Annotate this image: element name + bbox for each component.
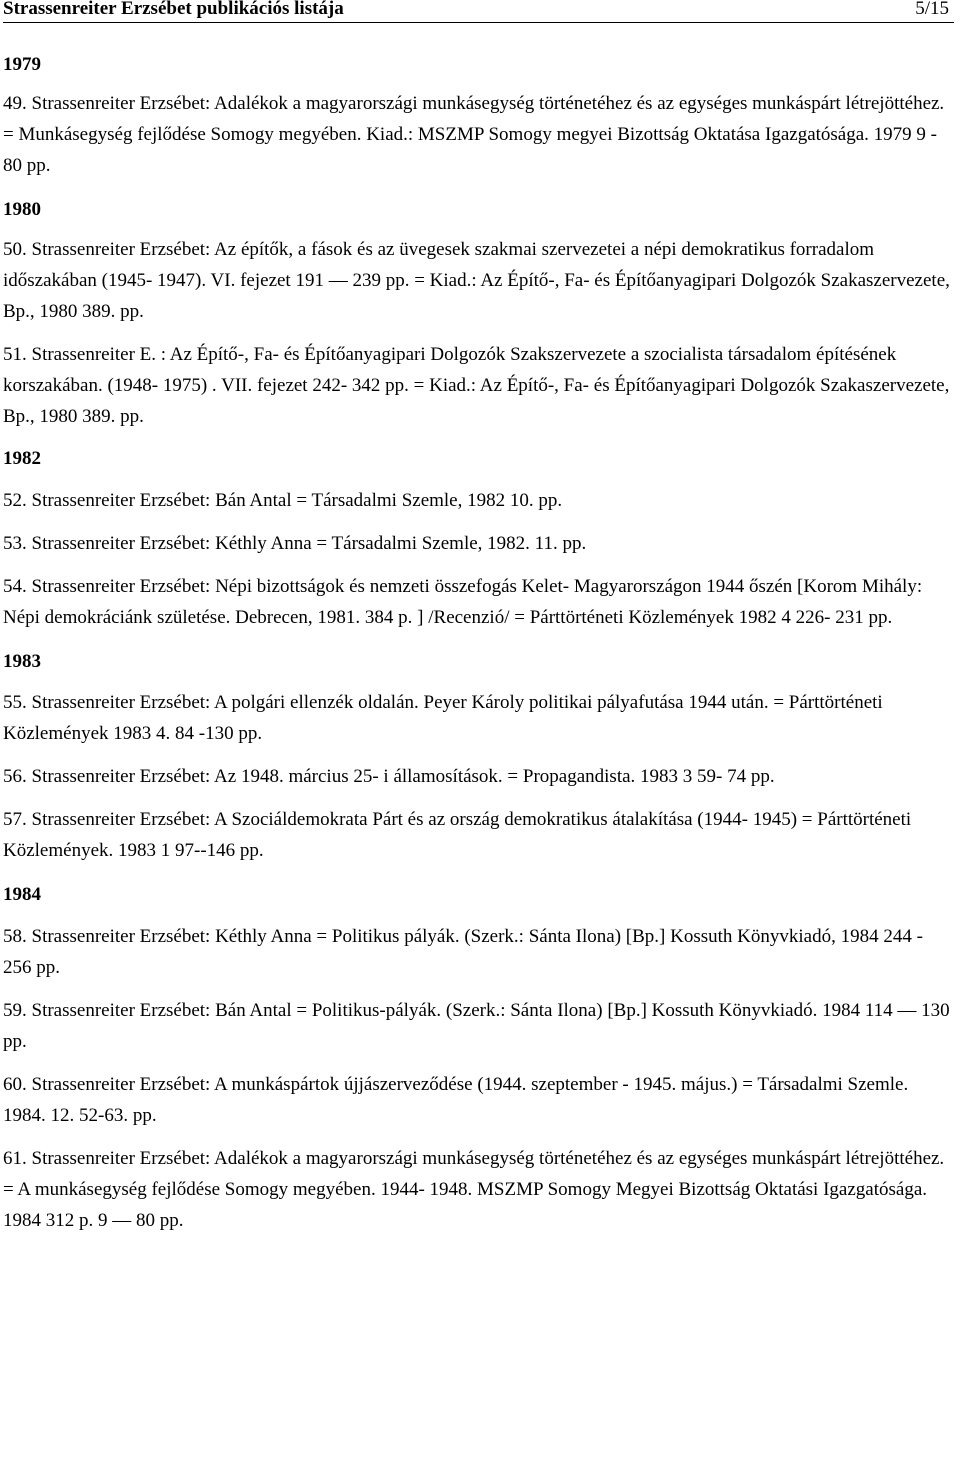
page-number: 5/15 (915, 0, 949, 19)
publication-entry-52: 52. Strassenreiter Erzsébet: Bán Antal = Társadalmi Szemle, 1982 10. pp. (3, 490, 563, 511)
year-heading-1983: 1983 (3, 651, 41, 672)
publication-entry-57: 57. Strassenreiter Erzsébet: A Szociáldemokrata Párt és az ország demokratikus átalakítása (1944- 1945) = Párttörténeti Közlemények. 1983 1 97--146 pp. (3, 809, 912, 861)
publication-entry-55: 55. Strassenreiter Erzsébet: A polgári ellenzék oldalán. Peyer Károly politikai pályafutása 1944 után. = Párttörténeti Közlemények 1983 4. 84 -130 pp. (3, 692, 883, 744)
year-heading-1980: 1980 (3, 199, 41, 220)
publication-entry-60: 60. Strassenreiter Erzsébet: A munkáspártok újjászerveződése (1944. szeptember - 1945. május.) = Társadalmi Szemle. 1984. 12. 52-63. pp. (3, 1074, 909, 1126)
year-heading-1984: 1984 (3, 884, 41, 905)
year-heading-1979: 1979 (3, 54, 41, 75)
document-title: Strassenreiter Erzsébet publikációs listája (3, 0, 344, 19)
publication-list (3, 50, 953, 1236)
publication-entry-49: 49. Strassenreiter Erzsébet: Adalékok a magyarországi munkásegység történetéhez és az egységes munkáspárt létrejöttéhez. = Munkásegység fejlődése Somogy megyében. Kiad.: MSZMP Somogy megyei Bizottság Oktatása Igazgatósága. 1979 9 - 80 pp. (3, 93, 945, 176)
publication-entry-53: 53. Strassenreiter Erzsébet: Kéthly Anna = Társadalmi Szemle, 1982. 11. pp. (3, 533, 587, 554)
publication-entry-61: 61. Strassenreiter Erzsébet: Adalékok a magyarországi munkásegység történetéhez és az egységes munkáspárt létrejöttéhez. = A munkásegység fejlődése Somogy megyében. 1944- 1948. MSZMP Somogy Megyei Bizottság Oktatási Igazgatósága. 1984 312 p. 9 — 80 pp. (3, 1148, 945, 1231)
page-header (3, 0, 954, 23)
year-heading-1982: 1982 (3, 448, 41, 469)
publication-entry-56: 56. Strassenreiter Erzsébet: Az 1948. március 25- i államosítások. = Propagandista. 1983 3 59- 74 pp. (3, 766, 775, 787)
publication-entry-51: 51. Strassenreiter E. : Az Építő-, Fa- és Építőanyagipari Dolgozók Szakszervezete a szocialista társadalom építésének korszakában. (1948- 1975) . VII. fejezet 242- 342 pp. = Kiad.: Az Építő-, Fa- és Építőanyagipari Dolgozók Szakaszervezete, Bp., 1980 389. pp. (3, 344, 950, 427)
publication-entry-58: 58. Strassenreiter Erzsébet: Kéthly Anna = Politikus pályák. (Szerk.: Sánta Ilona) [Bp.] Kossuth Könyvkiadó, 1984 244 - 256 pp. (3, 926, 923, 978)
publication-entry-59: 59. Strassenreiter Erzsébet: Bán Antal = Politikus-pályák. (Szerk.: Sánta Ilona) [Bp.] Kossuth Könyvkiadó. 1984 114 — 130 pp. (3, 1000, 950, 1052)
publication-entry-50: 50. Strassenreiter Erzsébet: Az építők, a fások és az üvegesek szakmai szervezetei a népi demokratikus forradalom időszakában (1945- 1947). VI. fejezet 191 — 239 pp. = Kiad.: Az Építő-, Fa- és Építőanyagipari Dolgozók Szakaszervezete, Bp., 1980 389. pp. (3, 239, 950, 322)
publication-entry-54: 54. Strassenreiter Erzsébet: Népi bizottságok és nemzeti összefogás Kelet- Magyarországon 1944 őszén [Korom Mihály: Népi demokráciánk születése. Debrecen, 1981. 384 p. ] /Recenzió/ = Párttörténeti Közlemények 1982 4 226- 231 pp. (3, 576, 923, 628)
